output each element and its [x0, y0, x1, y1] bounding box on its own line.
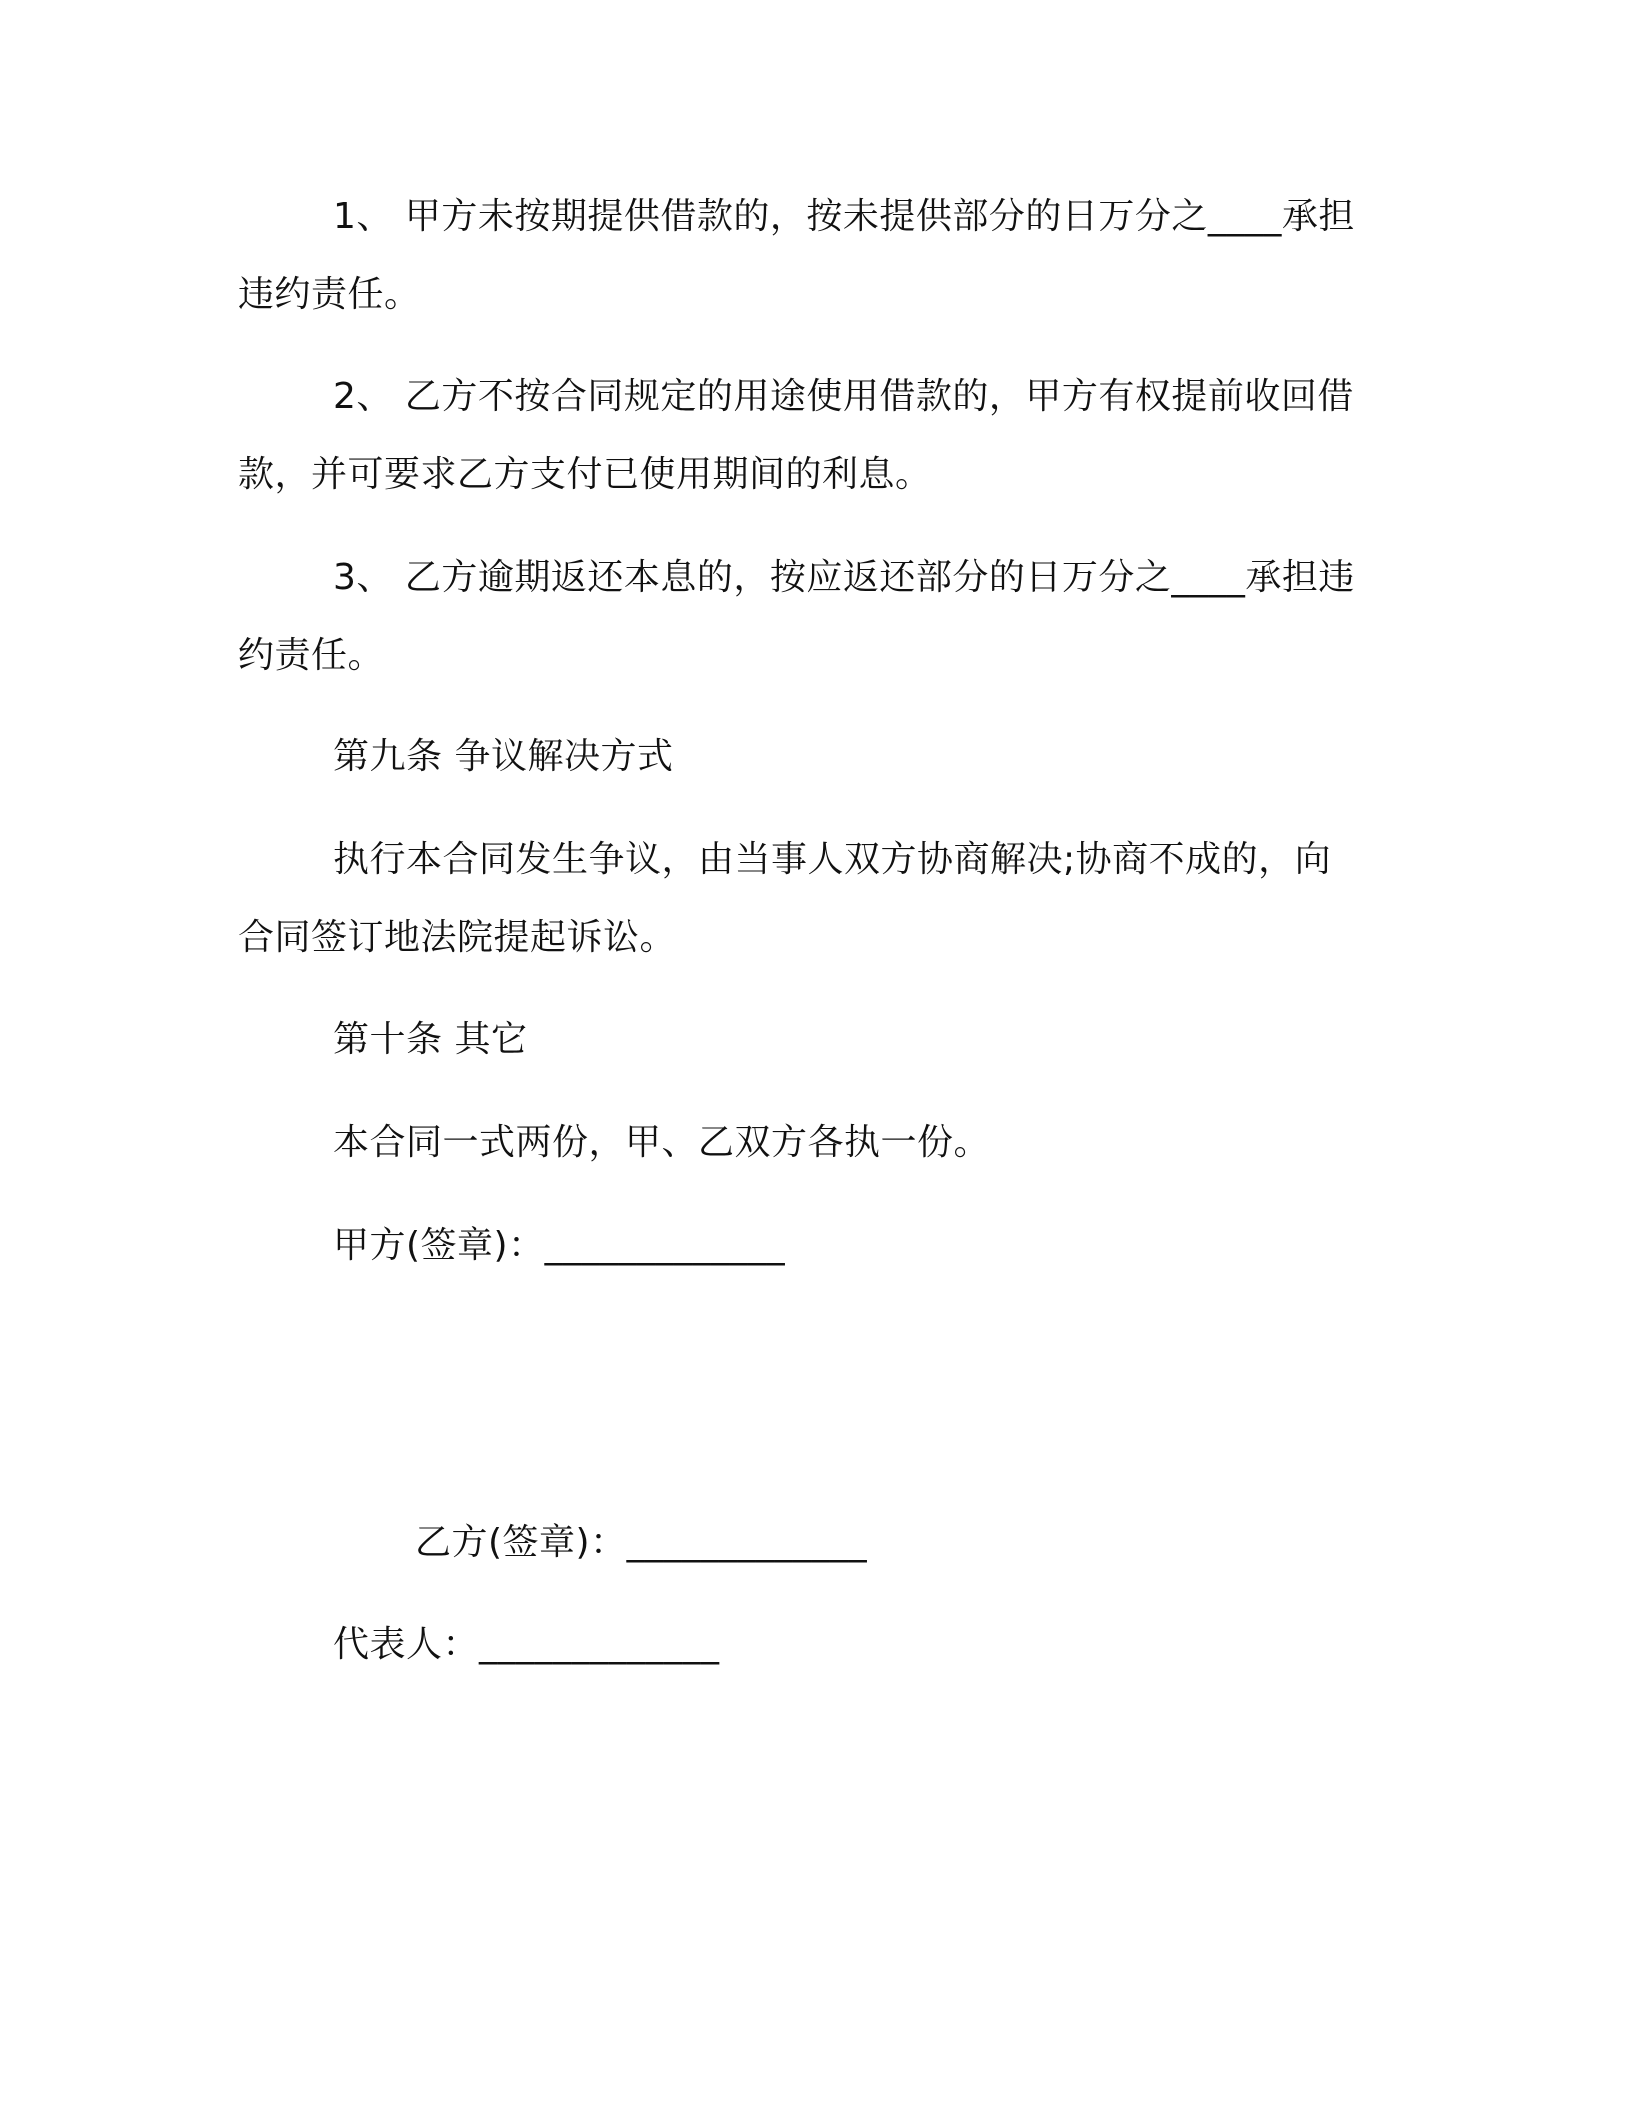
party-a-signature: 甲方(签章)：_____________ — [333, 1225, 786, 1266]
article-9-line-2: 合同签订地法院提起诉讼。 — [238, 917, 677, 958]
clause-2-line-1: 2、 乙方不按合同规定的用途使用借款的，甲方有权提前收回借 — [333, 376, 1354, 417]
clause-3-line-1: 3、 乙方逾期返还本息的，按应返还部分的日万分之____承担违 — [333, 557, 1355, 598]
representative-signature: 代表人：_____________ — [333, 1624, 720, 1665]
article-10-heading: 第十条 其它 — [333, 1019, 528, 1060]
clause-1-line-1: 1、 甲方未按期提供借款的，按未提供部分的日万分之____承担 — [333, 196, 1355, 237]
clause-1-line-2: 违约责任。 — [238, 274, 421, 315]
article-10-text: 本合同一式两份，甲、乙双方各执一份。 — [333, 1122, 991, 1163]
clause-2-line-2: 款，并可要求乙方支付已使用期间的利息。 — [238, 454, 932, 495]
article-9-heading: 第九条 争议解决方式 — [333, 736, 674, 777]
party-b-signature: 乙方(签章)：_____________ — [415, 1522, 868, 1563]
clause-3-line-2: 约责任。 — [238, 635, 385, 676]
article-9-line-1: 执行本合同发生争议，由当事人双方协商解决;协商不成的，向 — [333, 839, 1332, 880]
